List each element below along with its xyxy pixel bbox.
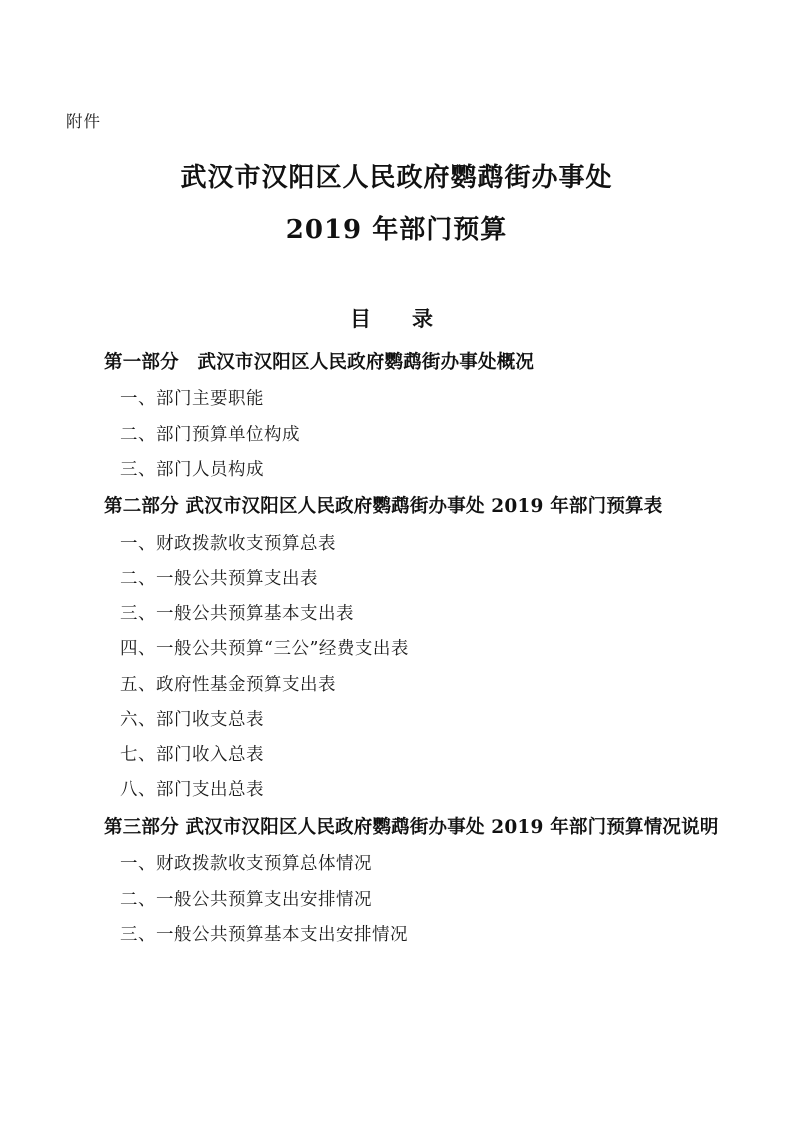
toc-entry: 二、一般公共预算支出安排情况 (120, 889, 372, 910)
toc-part-heading-3: 第三部分 武汉市汉阳区人民政府鹦鹉街办事处 2019 年部门预算情况说明 (104, 816, 719, 838)
toc-entry: 一、财政拨款收支预算总表 (120, 533, 336, 554)
toc-entry: 六、部门收支总表 (120, 709, 264, 730)
toc-entry: 一、财政拨款收支预算总体情况 (120, 854, 372, 875)
toc-entry: 二、一般公共预算支出表 (120, 568, 318, 589)
toc-entry: 五、政府性基金预算支出表 (120, 674, 336, 695)
toc-part-heading-2: 第二部分 武汉市汉阳区人民政府鹦鹉街办事处 2019 年部门预算表 (104, 496, 663, 518)
toc-entry: 三、部门人员构成 (120, 459, 264, 480)
attachment-label: 附件 (66, 112, 101, 131)
toc-part-heading-1: 第一部分 武汉市汉阳区人民政府鹦鹉街办事处概况 (104, 351, 535, 373)
document-title-line-1: 武汉市汉阳区人民政府鹦鹉街办事处 (180, 163, 613, 193)
toc-entry: 一、部门主要职能 (120, 389, 264, 410)
table-of-contents-heading: 目 录 (350, 305, 443, 331)
toc-entry: 三、一般公共预算基本支出表 (120, 604, 354, 625)
toc-entry: 四、一般公共预算“三公”经费支出表 (120, 639, 409, 660)
toc-entry: 七、部门收入总表 (120, 745, 264, 766)
document-title-line-2: 2019 年部门预算 (285, 215, 508, 246)
table-of-contents (70, 349, 723, 949)
toc-entry: 三、一般公共预算基本支出安排情况 (120, 924, 408, 945)
page-title (70, 158, 723, 251)
toc-entry: 八、部门支出总表 (120, 780, 264, 801)
toc-entry: 二、部门预算单位构成 (120, 424, 300, 445)
